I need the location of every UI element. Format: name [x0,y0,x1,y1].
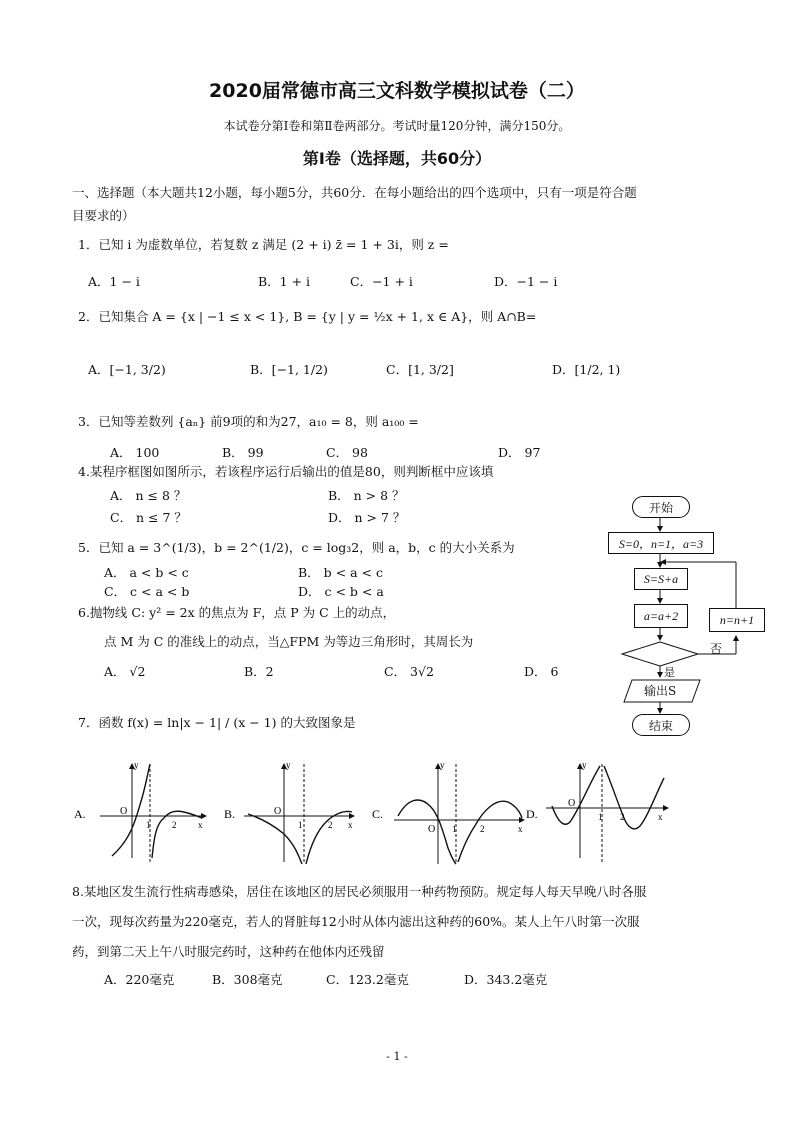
flowchart-init: S=0，n=1，a=3 [608,532,714,554]
q3-option-a: A． 100 [110,445,160,460]
q4-option-c: C． n ≤ 7 ？ [110,510,187,525]
page-number: - 1 - [386,1050,408,1063]
q2-option-c: C．[1, 3/2] [386,362,454,377]
svg-text:2: 2 [480,824,485,834]
svg-text:x: x [518,824,523,834]
page-title: 2020届常德市高三文科数学模拟试卷（二） [209,80,585,102]
flowchart-end: 结束 [632,714,690,736]
q7-graph-c [372,760,524,864]
flowchart-output: 输出S [644,684,677,698]
svg-text:1: 1 [598,812,603,822]
q1-stem: 1．已知 i 为虚数单位，若复数 z 满足 (2 + i) z̄ = 1 + 3i，则 z = [78,237,449,252]
q8-line2: 一次，现每次药量为220毫克，若人的肾脏每12小时从体内滤出这种药的60%。某人上午八时第一次服 [72,914,640,929]
flowchart-no-label: 否 [710,642,723,656]
svg-text:1: 1 [452,824,457,834]
q1-option-b: B．1 + i [258,274,311,289]
svg-text:O: O [428,824,436,835]
svg-text:y: y [286,760,291,770]
svg-text:2: 2 [328,820,333,830]
svg-text:y: y [134,760,139,770]
q5-stem: 5．已知 a = 3^(1/3)，b = 2^(1/2)，c = log₃2，则 a，b，c 的大小关系为 [78,540,515,555]
q2-stem: 2．已知集合 A = {x | −1 ≤ x < 1}, B = {y | y = ½x + 1, x ∈ A}，则 A∩B= [78,309,537,324]
q7-label-c: C. [372,807,384,821]
q5-option-a: A． a < b < c [104,565,189,580]
q5-option-d: D． c < b < a [298,584,384,599]
q3-option-c: C． 98 [326,445,368,460]
q2-option-a: A．[−1, 3/2) [88,362,166,377]
q7-label-d: D. [526,807,538,821]
svg-text:1: 1 [298,820,303,830]
q3-stem: 3．已知等差数列 {aₙ} 前9项的和为27，a₁₀ = 8，则 a₁₀₀ = [78,414,419,429]
q6-option-a: A． √2 [104,664,146,679]
svg-text:O: O [568,798,576,809]
q8-option-c: C．123.2毫克 [326,972,409,987]
flowchart-n-step: n=n+1 [709,608,765,632]
q6-option-d: D． 6 [524,664,559,679]
flowchart-a-step: a=a+2 [634,604,688,628]
svg-text:y: y [440,760,445,770]
q4-option-d: D． n > 7 ？ [328,510,406,525]
q7-graph-b [224,760,354,864]
q8-option-b: B．308毫克 [212,972,283,987]
svg-text:y: y [582,760,587,770]
exam-info: 本试卷分第Ⅰ卷和第Ⅱ卷两部分。考试时量120分钟，满分150分。 [223,119,571,133]
q6-stem-line2: 点 M 为 C 的准线上的动点，当△FPM 为等边三角形时，其周长为 [104,634,474,649]
q7-graph-options [72,758,672,868]
q3-option-d: D． 97 [498,445,541,460]
svg-text:2: 2 [620,812,625,822]
flowchart-yes-label: 是 [664,666,675,679]
q8-option-a: A．220毫克 [104,972,175,987]
svg-text:O: O [120,806,128,817]
q7-graph-d [526,760,668,862]
q1-option-c: C．−1 + i [350,274,413,289]
svg-text:2: 2 [172,820,177,830]
q4-stem: 4.某程序框图如图所示，若该程序运行后输出的值是80，则判断框中应该填 [78,464,494,479]
instructions-line1: 一、选择题（本大题共12小题，每小题5分，共60分．在每小题给出的四个选项中，只有一项是符合题 [72,185,637,200]
instructions-line2: 目要求的） [72,208,135,223]
svg-text:x: x [198,820,203,830]
flowchart-start: 开始 [632,496,690,518]
q2-option-b: B．[−1, 1/2) [250,362,328,377]
q6-option-c: C． 3√2 [384,664,434,679]
q6-stem-line1: 6.抛物线 C: y² = 2x 的焦点为 F，点 P 为 C 上的动点， [78,605,396,620]
section-heading: 第Ⅰ卷（选择题，共60分） [302,149,492,168]
q6-option-b: B．2 [244,664,274,679]
q3-option-b: B． 99 [222,445,264,460]
q7-graph-a [74,760,206,862]
q4-option-b: B． n > 8 ？ [328,488,405,503]
q7-stem: 7．函数 f(x) = ln|x − 1| / (x − 1) 的大致图象是 [78,715,356,730]
svg-text:O: O [274,806,282,817]
q8-line1: 8.某地区发生流行性病毒感染，居住在该地区的居民必须服用一种药物预防。规定每人每天早晚八时各服 [72,884,647,899]
svg-text:1: 1 [146,820,151,830]
svg-text:x: x [348,820,353,830]
q5-option-b: B． b < a < c [298,565,383,580]
q7-label-a: A. [74,807,86,821]
q8-option-d: D．343.2毫克 [464,972,548,987]
q1-option-d: D．−1 − i [494,274,558,289]
q4-option-a: A． n ≤ 8 ？ [110,488,187,503]
q7-label-b: B. [224,807,236,821]
q2-option-d: D．[1/2, 1) [552,362,621,377]
q8-line3: 药，到第二天上午八时服完药时，这种药在他体内还残留 [72,944,385,959]
q1-option-a: A．1 − i [88,274,140,289]
flowchart-sum-step: S=S+a [634,568,688,590]
svg-text:x: x [658,812,663,822]
q5-option-c: C． c < a < b [104,584,190,599]
